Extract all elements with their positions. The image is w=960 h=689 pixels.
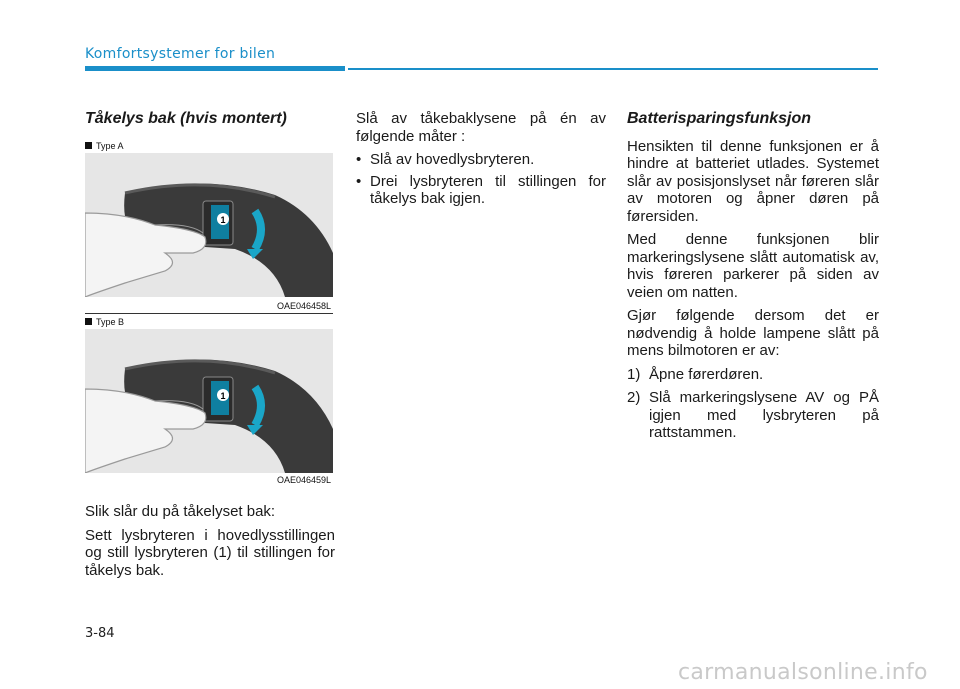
list-item: 2) Slå markeringslysene AV og PÅ igjen med lysbryteren på rattstammen. — [627, 389, 879, 441]
callout-1-a: 1 — [220, 215, 226, 225]
battery-para-1: Hensikten til denne funksjonen er å hindre at batteriet utlades. Systemet slår av posisjonslyset når føreren slår av motoren og åpner døren på førersiden. — [627, 137, 879, 225]
watermark: carmanualsonline.info — [678, 660, 928, 685]
type-a-label: Type A — [85, 141, 124, 151]
rear-fog-heading: Tåkelys bak (hvis montert) — [85, 110, 287, 127]
figure-code-a: OAE046458L — [276, 301, 331, 311]
turn-off-list — [356, 151, 606, 208]
list-item: • Slå av hovedlysbryteren. — [356, 151, 606, 169]
figure-code-b: OAE046459L — [276, 475, 331, 485]
header-rule-thick — [85, 66, 345, 71]
battery-para-2: Med denne funksjonen blir markeringslysene slått automatisk av, hvis føreren parkerer på siden av veien om natten. — [627, 231, 879, 301]
battery-para-3: Gjør følgende dersom det er nødvendig å holde lampene slått på mens bilmotoren er av: — [627, 307, 879, 359]
column-3 — [627, 110, 879, 448]
figure-divider — [85, 313, 333, 314]
steps-list — [627, 366, 879, 442]
section-header: Komfortsystemer for bilen — [85, 46, 276, 62]
page-number: 3-84 — [85, 626, 115, 641]
light-switch-illustration-b — [85, 329, 333, 473]
light-switch-illustration-a — [85, 153, 333, 297]
instruction-lead: Slik slår du på tåkelyset bak: — [85, 503, 276, 520]
column-1-text — [85, 503, 335, 585]
column-2 — [356, 110, 606, 212]
instruction-body: Sett lysbryteren i hovedlysstillingen og still lysbryteren (1) til stillingen for tåkelys bak. — [85, 526, 335, 579]
turn-off-intro: Slå av tåkebaklysene på én av følgende måter : — [356, 110, 606, 145]
figure-type-b — [85, 315, 333, 489]
column-1 — [85, 110, 335, 138]
callout-1-b: 1 — [220, 391, 226, 401]
type-b-label: Type B — [85, 317, 124, 327]
list-item: • Drei lysbryteren til stillingen for tåkelys bak igjen. — [356, 173, 606, 208]
header-rule-thin — [348, 68, 878, 70]
figure-type-a — [85, 139, 333, 315]
battery-saver-heading: Batterisparingsfunksjon — [627, 110, 812, 127]
list-item: 1) Åpne førerdøren. — [627, 365, 764, 383]
